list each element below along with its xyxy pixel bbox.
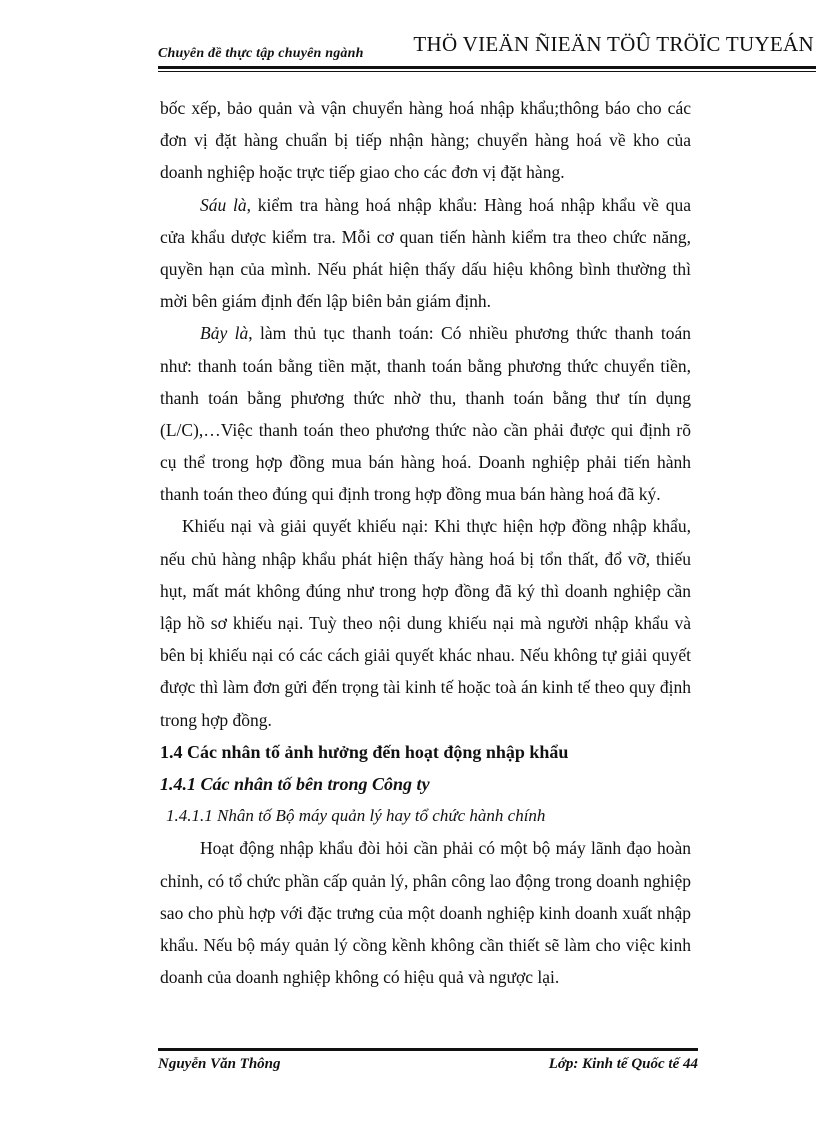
- text-line: thanh toán theo đúng qui định trong hợp đồng mua bán hàng hoá đã ký.: [160, 484, 661, 505]
- text-line: (L/C),…Việc thanh toán theo phương thức nào cần phải được qui định rõ: [160, 419, 691, 440]
- header-rule-thin: [158, 71, 816, 72]
- step-six-text: , kiểm tra hàng hoá nhập khẩu: Hàng hoá nhập khẩu về qua: [246, 194, 691, 215]
- text-line: [160, 189, 691, 221]
- footer-author: Nguyễn Văn Thông: [158, 1056, 281, 1072]
- header-rule-thick: [158, 66, 816, 69]
- text-line: thanh toán bằng phương thức nhờ thu, thanh toán bằng thư tín dụng: [160, 387, 691, 408]
- page-body: [160, 92, 691, 993]
- text-line: sao cho phù hợp với đặc trưng của một doanh nghiệp kinh doanh xuất nhập: [160, 902, 691, 923]
- text-line: [160, 317, 691, 349]
- text-line: mời bên giám định đến lập biên bản giám định.: [160, 291, 491, 312]
- text-line: cửa khẩu dược kiểm tra. Mỗi cơ quan tiến hành kiểm tra theo chức năng,: [160, 226, 691, 247]
- paragraph-step-six: [160, 189, 691, 318]
- paragraph-management: [160, 832, 691, 993]
- text-line: doanh của doanh nghiệp không có hiệu quả và ngược lại.: [160, 967, 560, 988]
- text-line: Khiếu nại và giải quyết khiếu nại: Khi thực hiện hợp đồng nhập khẩu,: [182, 516, 691, 537]
- text-line: Hoạt động nhập khẩu đòi hỏi cần phải có một bộ máy lãnh đạo hoàn: [200, 838, 691, 859]
- paragraph-step-seven: [160, 317, 691, 510]
- text-line: như: thanh toán bằng tiền mặt, thanh toán bằng phương thức chuyển tiền,: [160, 355, 691, 376]
- text-line: đơn vị đặt hàng chuẩn bị tiếp nhận hàng; chuyển hàng hoá về kho của: [160, 130, 691, 151]
- section-heading-1-4-1-1: 1.4.1.1 Nhân tố Bộ máy quản lý hay tổ chức hành chính: [166, 806, 546, 826]
- paragraph-complaints: [160, 510, 691, 735]
- text-line: quyền hạn của mình. Nếu phát hiện thấy dấu hiệu không bình thường thì: [160, 258, 691, 279]
- step-six-lead: Sáu là: [200, 194, 247, 215]
- text-line: chỉnh, có tổ chức phần cấp quản lý, phân công lao động trong doanh nghiệp: [160, 870, 691, 891]
- text-line: doanh nghiệp hoặc trực tiếp giao cho các đơn vị đặt hàng.: [160, 162, 565, 183]
- text-line: được thì làm đơn gửi đến trọng tài kinh tế hoặc toà án kinh tế theo quy định: [160, 677, 691, 698]
- text-line: hụt, mất mát không đúng như trong hợp đồng đã ký thì doanh nghiệp cần: [160, 580, 691, 601]
- footer-class: Lớp: Kinh tế Quốc tế 44: [548, 1056, 698, 1072]
- section-heading-1-4-1: 1.4.1 Các nhân tố bên trong Công ty: [160, 773, 430, 794]
- page-header: [158, 18, 816, 70]
- paragraph-unloading: [160, 92, 691, 189]
- text-line: bốc xếp, bảo quản và vận chuyển hàng hoá nhập khẩu;thông báo cho các: [160, 98, 691, 118]
- footer-rule: [158, 1048, 698, 1051]
- text-line: khẩu. Nếu bộ máy quản lý cồng kềnh không cần thiết sẽ làm cho việc kinh: [160, 934, 691, 955]
- header-subtitle: Chuyên đề thực tập chuyên ngành: [158, 46, 364, 61]
- step-seven-text: , làm thủ tục thanh toán: Có nhiều phương thức thanh toán: [248, 323, 691, 344]
- text-line: bên bị khiếu nại có các cách giải quyết khác nhau. Nếu không tự giải quyết: [160, 645, 691, 666]
- step-seven-lead: Bảy là: [200, 323, 249, 344]
- header-watermark: THÖ VIEÄN ÑIEÄN TÖÛ TRÖÏC TUYEÁN: [413, 32, 814, 56]
- text-line: cụ thể trong hợp đồng mua bán hàng hoá. Doanh nghiệp phải tiến hành: [160, 452, 691, 473]
- text-line: trong hợp đồng.: [160, 709, 272, 730]
- text-line: lập hồ sơ khiếu nại. Tuỳ theo nội dung khiếu nại mà người nhập khẩu và: [160, 613, 691, 633]
- page-footer: [158, 1056, 698, 1080]
- text-line: nếu chủ hàng nhập khẩu phát hiện thấy hàng hoá bị tổn thất, đổ vỡ, thiếu: [160, 548, 691, 569]
- section-heading-1-4: 1.4 Các nhân tố ảnh hưởng đến hoạt động nhập khẩu: [160, 741, 569, 762]
